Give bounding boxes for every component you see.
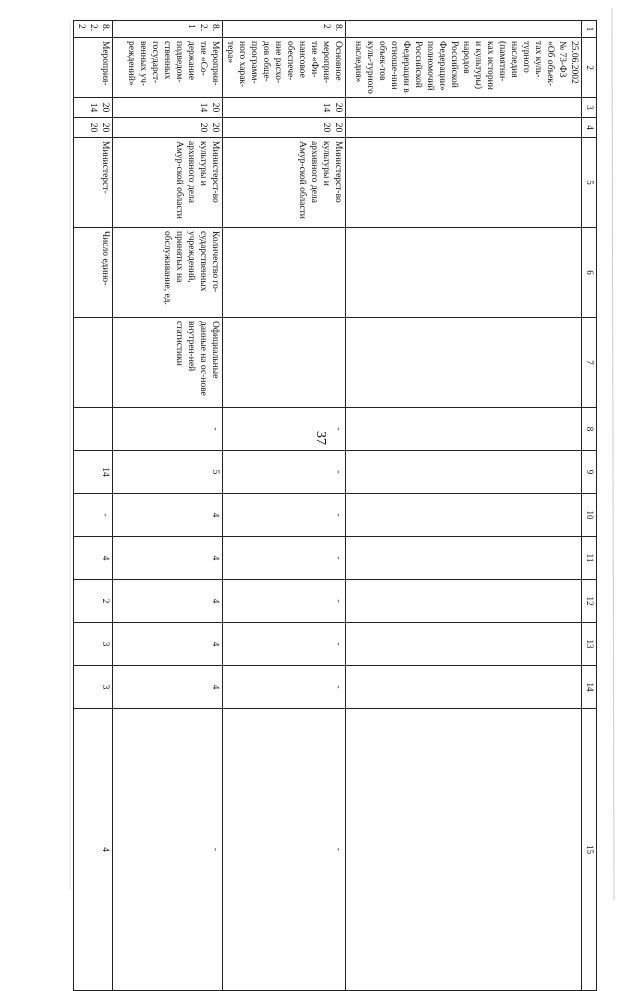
value-cell: 4 (113, 537, 223, 580)
value-cell: - (223, 408, 346, 451)
indicator (223, 228, 346, 318)
value-cell: - (113, 408, 223, 451)
data-source: Официальные данные на ос-нове внутрен-ней статистики (113, 318, 223, 408)
row-number: 8.2.2 (74, 21, 113, 38)
header-cell: 4 (582, 118, 597, 138)
value-cell: - (113, 709, 223, 991)
table-row (223, 21, 346, 991)
measure-name: Основное мероприя-тие «Фи-нансовое обеспече-ние расхо-дов обще-программ-ного харак-тера» (223, 38, 346, 98)
end-year: 2020 (223, 118, 346, 138)
header-cell: 8 (582, 408, 597, 451)
header-cell: 2 (582, 38, 597, 98)
header-cell: 15 (582, 709, 597, 991)
value-cell: - (223, 494, 346, 537)
value-cell: 4 (113, 494, 223, 537)
start-year (346, 98, 582, 118)
value-cell (346, 623, 582, 666)
value-cell (74, 408, 113, 451)
indicator (346, 228, 582, 318)
value-cell: 2 (74, 580, 113, 623)
data-source (223, 318, 346, 408)
value-cell: 4 (113, 623, 223, 666)
header-row (582, 21, 597, 991)
value-cell: 4 (74, 537, 113, 580)
value-cell (346, 537, 582, 580)
start-year: 2014 (74, 98, 113, 118)
program-table (73, 20, 597, 991)
value-cell: - (74, 494, 113, 537)
row-number: 8.2 (223, 21, 346, 38)
value-cell: - (223, 451, 346, 494)
data-source (346, 318, 582, 408)
value-cell (346, 580, 582, 623)
value-cell: - (223, 666, 346, 709)
rotated-sheet (76, 20, 597, 890)
value-cell (346, 666, 582, 709)
measure-name: 25.06.2002 № 73-ФЗ «Об объек-тах куль-турного наследия (памятни-ках истории и культуры) народов Российской Федерации» полномочий Российской Федерации в отноше-нии объек-тов куль-турного наследия» (346, 38, 582, 98)
start-year: 2014 (113, 98, 223, 118)
value-cell: 3 (74, 623, 113, 666)
value-cell (346, 408, 582, 451)
executor: Министерст- (74, 138, 113, 228)
end-year: 2020 (74, 118, 113, 138)
indicator: Количество го-сударственных учреждений, принятых на обслуживание, ед. (113, 228, 223, 318)
header-cell: 6 (582, 228, 597, 318)
header-cell: 5 (582, 138, 597, 228)
value-cell (346, 451, 582, 494)
measure-name: Мероприя-тие «Со-держание подведом-ственных государст-венных уч-реждений» (113, 38, 223, 98)
value-cell: 4 (74, 709, 113, 991)
value-cell: 4 (113, 666, 223, 709)
header-cell: 11 (582, 537, 597, 580)
page-number: 37 (313, 431, 328, 445)
value-cell: 4 (113, 580, 223, 623)
header-cell: 7 (582, 318, 597, 408)
header-cell: 10 (582, 494, 597, 537)
row-number (346, 21, 582, 38)
end-year: 2020 (113, 118, 223, 138)
executor: Министерст-во культуры и архивного дела Амур-ской области (113, 138, 223, 228)
measure-name: Мероприя- (74, 38, 113, 98)
value-cell: 5 (113, 451, 223, 494)
header-cell: 1 (582, 21, 597, 38)
value-cell: - (223, 537, 346, 580)
table-row (74, 21, 113, 991)
value-cell: 3 (74, 666, 113, 709)
header-cell: 14 (582, 666, 597, 709)
value-cell: - (223, 709, 346, 991)
row-number: 8.2.1 (113, 21, 223, 38)
data-source (74, 318, 113, 408)
start-year: 2014 (223, 98, 346, 118)
value-cell (346, 494, 582, 537)
value-cell (346, 709, 582, 991)
end-year (346, 118, 582, 138)
indicator: Число едино- (74, 228, 113, 318)
header-cell: 9 (582, 451, 597, 494)
header-cell: 12 (582, 580, 597, 623)
table-row (346, 21, 582, 991)
header-cell: 3 (582, 98, 597, 118)
value-cell: - (223, 580, 346, 623)
table-row (113, 21, 223, 991)
header-cell: 13 (582, 623, 597, 666)
value-cell: - (223, 623, 346, 666)
table-rotation-wrapper (76, 20, 597, 890)
value-cell: 14 (74, 451, 113, 494)
executor: Министерст-во культуры и архивного дела Амур-ской области (223, 138, 346, 228)
executor (346, 138, 582, 228)
